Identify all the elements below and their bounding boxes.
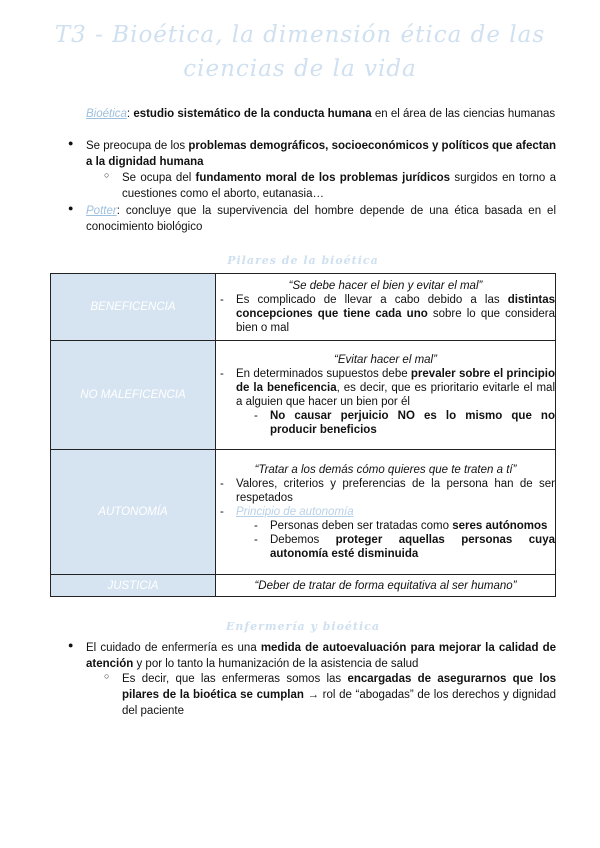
detail-pre: En determinados supuestos debe	[236, 368, 411, 380]
bullet-circle-icon: ○	[104, 170, 110, 180]
table-row	[51, 450, 556, 575]
subdetail-bold: proteger aquellas personas cuya autonomía esté disminuida	[270, 534, 555, 560]
pillar-detail	[216, 293, 555, 335]
detail-rest: sobre lo que considera bien o mal	[236, 308, 555, 334]
bullet-dot-icon: ●	[68, 203, 74, 213]
detail-rest: , es decir, que es prioritario evitarle el mal a alguien que hacer un bien por él	[236, 382, 555, 408]
pillar-quote: “Se debe hacer el bien y evitar el mal”	[288, 280, 483, 292]
table-row	[51, 341, 556, 450]
pillar-quote: “Tratar a los demás cómo quieres que te traten a tí”	[254, 464, 517, 476]
bullet-fundamento-bold: fundamento moral de los problemas jurídicos	[195, 172, 451, 184]
bullet-dot-icon: ●	[68, 138, 74, 148]
pillar-label: JUSTICIA	[51, 575, 216, 597]
bullet-cuidado-pre: El cuidado de enfermería es una	[86, 642, 261, 654]
pillar-label: AUTONOMÍA	[51, 450, 216, 575]
pillar-detail: - Valores, criterios y preferencias de la persona han de ser respetados	[216, 477, 555, 505]
page-title: T3 - Bioética, la dimensión ética de las ciencias de la vida	[54, 22, 546, 82]
bullet-cuidado	[86, 640, 556, 672]
table-row	[51, 274, 556, 341]
bullet-encargadas-bold: encargadas de asegurarnos que los pilares de la bioética se cumplan	[122, 673, 556, 701]
pillar-content	[216, 575, 556, 597]
pilares-heading: Pilares de la bioética	[227, 254, 379, 267]
detail-bold: distintas concepciones que tiene cada uno	[236, 294, 555, 320]
potter-term: Potter	[86, 205, 117, 217]
pillar-quote: “Evitar hacer el mal”	[334, 354, 437, 366]
pilares-table	[50, 273, 556, 597]
bullet-potter	[86, 203, 556, 235]
detail-bold: prevaler sobre el principio de la beneficencia	[236, 368, 555, 394]
bullet-fundamento-pre: Se ocupa del	[122, 172, 196, 184]
pillar-content	[216, 341, 556, 450]
enfermeria-heading: Enfermería y bioética	[226, 620, 380, 633]
bullet-fundamento	[122, 170, 556, 202]
pillar-content	[216, 274, 556, 341]
bullet-encargadas-pre: Es decir, que las enfermeras somos las	[122, 673, 348, 685]
bioetica-term: Bioética	[86, 108, 127, 120]
bullet-circle-icon: ○	[104, 671, 110, 681]
pillar-content	[216, 450, 556, 575]
definition-bold: estudio sistemático de la conducta humana	[133, 108, 372, 120]
bullet-encargadas	[122, 671, 556, 719]
pillar-subdetail	[216, 519, 555, 533]
table-row	[51, 575, 556, 597]
bullet-dot-icon: ●	[68, 640, 74, 650]
bullet-cuidado-rest: y por lo tanto la humanización de la asistencia de salud	[133, 658, 419, 670]
bullet-problemas-pre: Se preocupa de los	[86, 140, 189, 152]
pillar-subdetail	[216, 533, 555, 561]
subdetail-bold: No causar perjuicio NO es lo mismo que no producir beneficios	[270, 410, 555, 436]
subdetail-bold: seres autónomos	[452, 520, 548, 532]
bioetica-definition	[50, 106, 556, 122]
bullet-problemas	[86, 138, 556, 170]
bullet-cuidado-bold: medida de autoevaluación para mejorar la calidad de atención	[86, 642, 556, 670]
pillar-subdetail	[216, 409, 555, 437]
detail-pre: Es complicado de llevar a cabo debido a las	[236, 294, 508, 306]
bullet-fundamento-rest: surgidos en torno a cuestiones como el aborto, eutanasia…	[122, 172, 556, 200]
subdetail-pre: Personas deben ser tratadas como	[270, 520, 453, 532]
pillar-label: BENEFICENCIA	[51, 274, 216, 341]
pillar-detail	[216, 505, 555, 519]
bullet-problemas-bold: problemas demográficos, socioeconómicos y políticos que afectan a la dignidad humana	[86, 140, 556, 168]
subdetail-pre: Debemos	[270, 534, 336, 546]
pillar-detail	[216, 367, 555, 409]
bullet-potter-rest: : concluye que la supervivencia del hombre depende de una ética basada en el conocimiento biológico	[86, 205, 556, 233]
pillar-label: NO MALEFICENCIA	[51, 341, 216, 450]
bullet-encargadas-rest: → rol de “abogadas” de los derechos y dignidad del paciente	[122, 689, 556, 717]
principio-autonomia-link[interactable]: Principio de autonomía	[236, 506, 354, 518]
pillar-quote: “Deber de tratar de forma equitativa al ser humano”	[254, 579, 517, 592]
definition-rest: en el área de las ciencias humanas	[371, 108, 556, 120]
definition-separator: :	[126, 108, 134, 120]
